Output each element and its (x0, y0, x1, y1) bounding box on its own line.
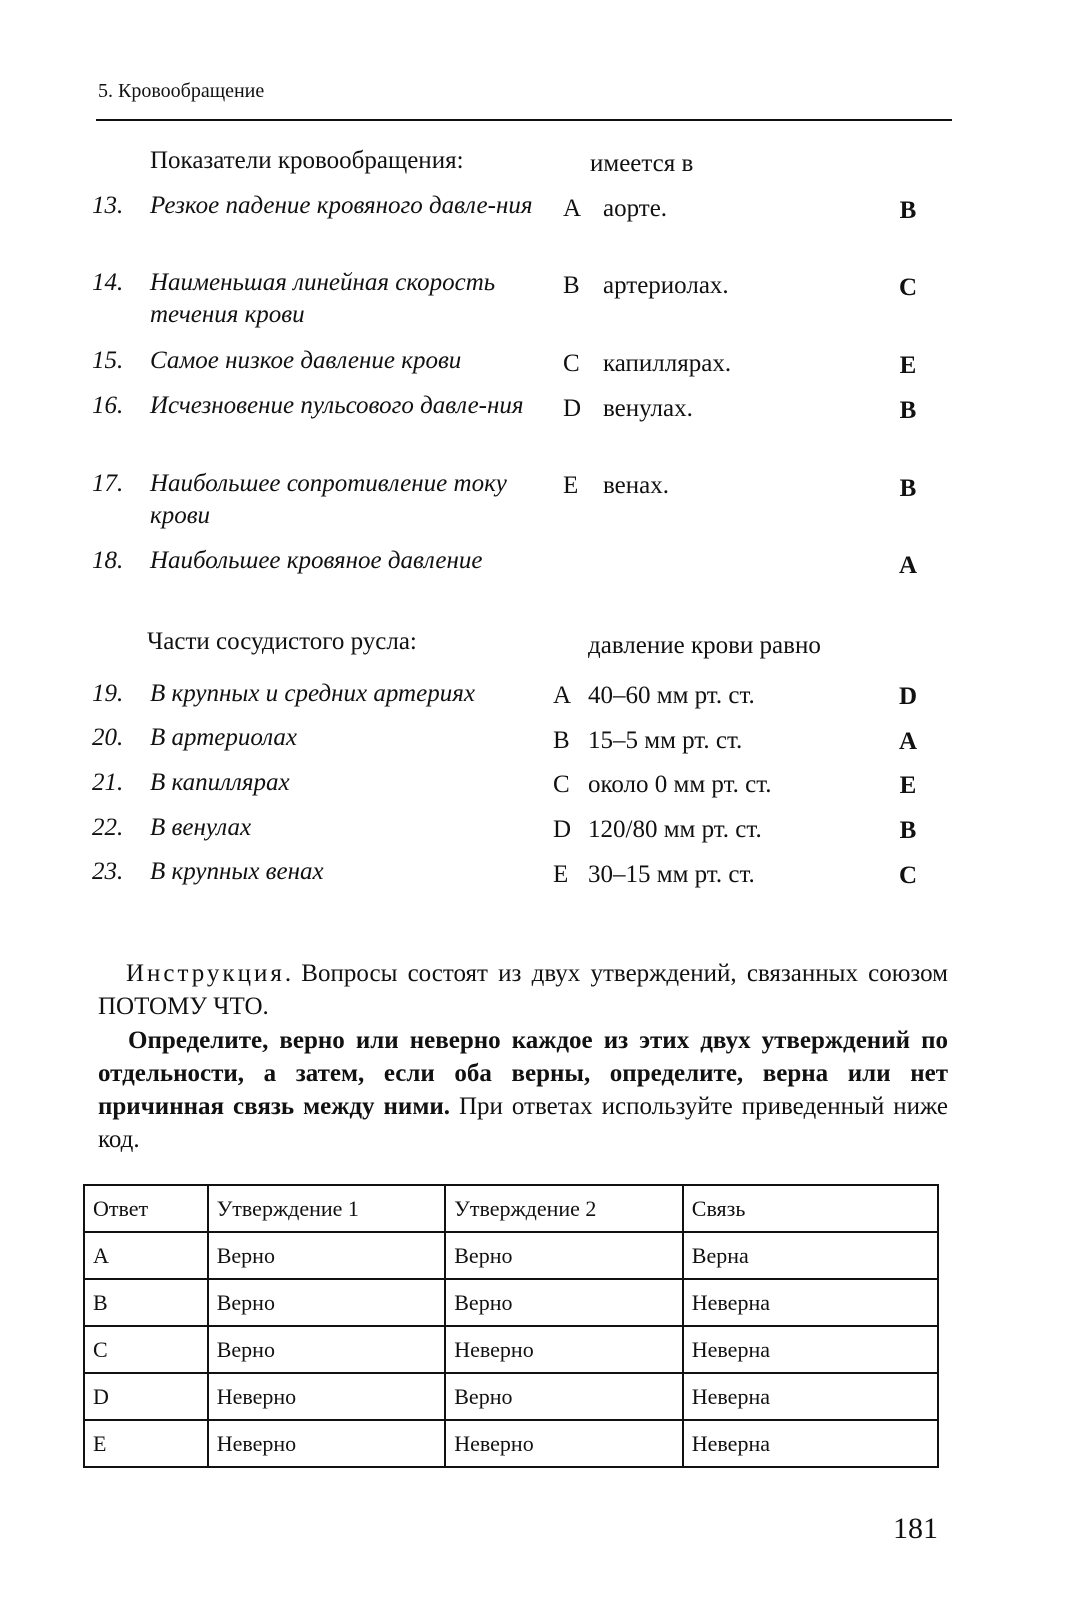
option-letter: A (563, 195, 582, 222)
question-text: В капиллярах (150, 769, 290, 796)
question-number: 21. (92, 769, 124, 796)
answer-key: B (899, 817, 917, 844)
option-letter: E (553, 861, 569, 888)
section1-left-title: Показатели кровообращения: (150, 147, 464, 174)
question-text: В крупных и средних артериях (150, 680, 475, 707)
table-cell: Неверна (683, 1279, 938, 1326)
answer-key: C (898, 862, 918, 889)
section2-right-title: давление крови равно (588, 632, 821, 659)
table-row (84, 1279, 938, 1326)
table-cell: Верно (208, 1279, 446, 1326)
option-letter: D (563, 395, 582, 422)
question-number: 18. (92, 547, 124, 574)
table-cell: B (84, 1279, 208, 1326)
running-header: 5. Кровообращение (98, 80, 265, 102)
header-cell: Ответ (84, 1185, 208, 1232)
instruction-directive (98, 1024, 948, 1156)
option-letter: A (553, 682, 572, 709)
answer-key: D (898, 683, 918, 710)
table-cell: Верно (208, 1326, 446, 1373)
table-row (84, 1420, 938, 1467)
table-cell: Неверна (683, 1420, 938, 1467)
option-text: артериолах. (603, 272, 729, 299)
table-row (84, 1232, 938, 1279)
question-number: 13. (92, 192, 124, 219)
option-letter: D (553, 816, 572, 843)
question-text: Исчезновение пульсового давле-ния (150, 392, 524, 419)
question-text: Самое низкое давление крови (150, 347, 462, 374)
page-number: 181 (893, 1512, 938, 1545)
question-number: 20. (92, 724, 124, 751)
question-text: В крупных венах (150, 858, 324, 885)
table-cell: Неверна (683, 1326, 938, 1373)
table-cell: Неверно (208, 1373, 446, 1420)
section1-right-title: имеется в (590, 150, 694, 177)
question-number: 22. (92, 814, 124, 841)
option-text: аорте. (603, 195, 668, 222)
answer-key: B (899, 475, 917, 502)
question-number: 16. (92, 392, 124, 419)
question-text: Наибольшее кровяное давление (150, 547, 483, 574)
table-cell: Неверно (445, 1420, 683, 1467)
question-number: 14. (92, 269, 124, 296)
section2-left-title: Части сосудистого русла: (147, 628, 417, 655)
header-rule (96, 119, 952, 121)
option-letter: B (563, 272, 580, 299)
question-text: Резкое падение кровяного давле-ния (150, 192, 533, 219)
instruction-text: . Вопросы состоят из двух утверждений, связанных союзом ПОТОМУ ЧТО. (98, 960, 948, 1020)
option-text: капиллярах. (603, 350, 732, 377)
table-cell: Верна (683, 1232, 938, 1279)
table-row (84, 1373, 938, 1420)
answer-key: E (899, 352, 917, 379)
option-letter: C (563, 350, 580, 377)
table-cell: Верно (445, 1279, 683, 1326)
option-letter: B (553, 727, 570, 754)
option-text: 30–15 мм рт. ст. (588, 861, 755, 888)
answer-code-table (83, 1184, 939, 1468)
table-header-row (84, 1185, 938, 1232)
answer-key: B (899, 397, 917, 424)
option-text: венах. (603, 472, 669, 499)
option-letter: C (553, 771, 570, 798)
question-text: В венулах (150, 814, 252, 841)
table-cell: Неверно (445, 1326, 683, 1373)
option-letter: E (563, 472, 579, 499)
answer-key: C (898, 274, 918, 301)
question-text: Наибольшее сопротивление току крови (150, 470, 507, 529)
instruction-label: Инструкция (126, 960, 285, 987)
table-cell: Верно (445, 1232, 683, 1279)
table-cell: Верно (208, 1232, 446, 1279)
header-cell: Связь (683, 1185, 938, 1232)
option-text: 120/80 мм рт. ст. (588, 816, 762, 843)
table-cell: Неверна (683, 1373, 938, 1420)
question-number: 17. (92, 470, 124, 497)
question-text: В артериолах (150, 724, 298, 751)
header-cell: Утверждение 2 (445, 1185, 683, 1232)
option-text: 15–5 мм рт. ст. (588, 727, 743, 754)
table-cell: D (84, 1373, 208, 1420)
table-cell: E (84, 1420, 208, 1467)
option-text: 40–60 мм рт. ст. (588, 682, 755, 709)
answer-key: E (899, 772, 917, 799)
table-cell: Верно (445, 1373, 683, 1420)
table-cell: Неверно (208, 1420, 446, 1467)
question-number: 19. (92, 680, 124, 707)
header-cell: Утверждение 1 (208, 1185, 446, 1232)
answer-key: A (898, 728, 918, 755)
question-number: 23. (92, 858, 124, 885)
option-text: около 0 мм рт. ст. (588, 771, 772, 798)
table-cell: A (84, 1232, 208, 1279)
table-row (84, 1326, 938, 1373)
option-text: венулах. (603, 395, 693, 422)
answer-key: B (899, 197, 917, 224)
answer-key: A (898, 552, 918, 579)
instruction-rest: При ответах используйте приведенный ниже код. (98, 1093, 948, 1153)
instruction-bold: Определите, верно или неверно каждое из этих двух утверждений по отдельности, а затем, если оба верны, определите, верна или нет причинная связь между ними. (98, 1027, 948, 1120)
instruction-paragraph (98, 957, 948, 1023)
question-number: 15. (92, 347, 124, 374)
question-text: Наименьшая линейная скорость течения крови (150, 269, 496, 328)
table-cell: C (84, 1326, 208, 1373)
